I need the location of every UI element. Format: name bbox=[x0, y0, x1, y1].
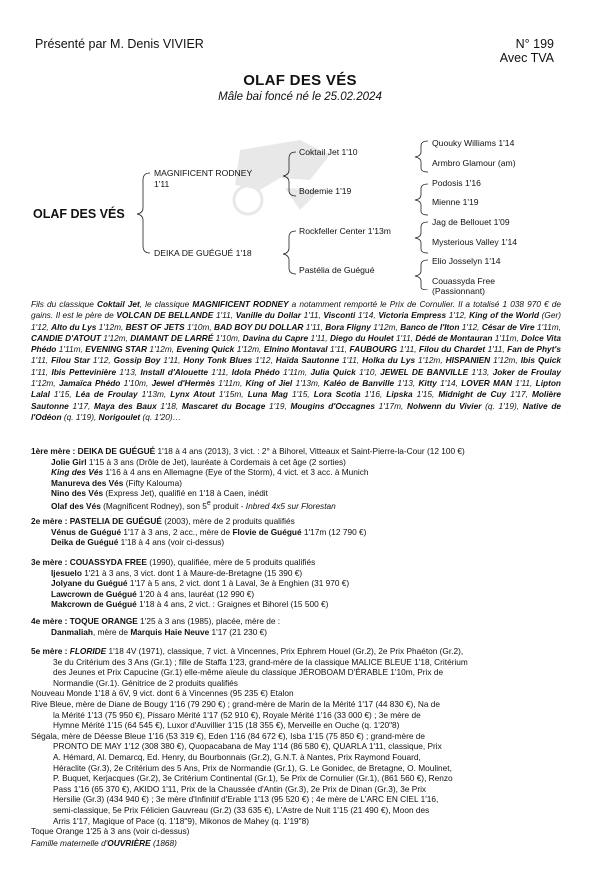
dam-2-section: 2e mère : PASTELIA DE GUÉGUÉ (2003), mère de 2 produits qualifiés Vénus de Guégué 1'17 à 3 ans, 2 acc., mère de Flovie de Guégué 1'17m (12 790 €) Deika de Guégué 1'18 à 4 ans (voir ci-dessus) bbox=[31, 516, 367, 548]
pedigree-sire: MAGNIFICENT RODNEY bbox=[154, 168, 253, 178]
dam-4-section: 4e mère : TOQUE ORANGE 1'25 à 3 ans (1985), placée, mère de : Danmaliah, mère de Marquis Haie Neuve 1'17 (21 230 €) bbox=[31, 616, 281, 637]
pedigree-sire-record: 1'11 bbox=[154, 179, 170, 189]
dam-1-section: 1ère mère : DEIKA DE GUÉGUÉ 1'18 à 4 ans (2013), 3 vict. : 2° à Bihorel, Vitteaux et Saint-Pierre-la-Cour (12 100 €) Jolie Girl 1'15 à 3 ans (Drôle de Jet), lauréate à Cordemais à cet âge (2 sorties) King des Vés 1'16 à 4 ans en Allemagne (Eye of the Storm), 4 vict. et 3 acc. à Munich Manureva des Vés (Fifty Kalouma) Nino des Vés (Express Jet), qualifié en 1'18 à Caen, inédit Olaf des Vés (Magnificent Rodney), son 5e produit - Inbred 4x5 sur Florestan bbox=[31, 446, 465, 511]
lot-number: N° 199 bbox=[515, 37, 554, 51]
pedigree-g8-sire: (Passionnant) bbox=[432, 286, 486, 296]
pedigree-dam-dam: Pastélia de Guégué bbox=[299, 265, 375, 275]
pedigree-dam: DEIKA DE GUÉGUÉ 1'18 bbox=[154, 248, 252, 258]
maternal-family: Famille maternelle d'OUVRIÈRE (1868) bbox=[31, 838, 177, 848]
presenter-text: Présenté par M. Denis VIVIER bbox=[35, 37, 204, 51]
pedigree-g1: Quouky Williams 1'14 bbox=[432, 138, 515, 148]
pedigree-sire-dam: Bodemie 1'19 bbox=[299, 186, 352, 196]
dam-3-section: 3e mère : COUASSYDA FREE (1990), qualifiée, mère de 5 produits qualifiés Ijesuelo 1'21 à 3 ans, 3 vict. dont 1 à Maure-de-Bretagne (15 390 €) Jolyane du Guégué 1'17 à 5 ans, 2 vict. dont 1 à Laval, 3e à Enghien (31 970 €) Lawcrown de Guégué 1'20 à 4 ans, lauréat (12 990 €) Makcrown de Guégué 1'18 à 4 ans, 2 vict. : Graignes et Bihorel (15 500 €) bbox=[31, 557, 350, 610]
pedigree-g5: Jag de Bellouet 1'09 bbox=[432, 217, 510, 227]
tax-status: Avec TVA bbox=[499, 51, 554, 65]
pedigree-dam-sire: Rockfeller Center 1'13m bbox=[299, 226, 391, 236]
pedigree-g7: Elio Josselyn 1'14 bbox=[432, 256, 501, 266]
horse-description: Mâle bai foncé né le 25.02.2024 bbox=[218, 91, 382, 103]
pedigree-sire-sire: Coktail Jet 1'10 bbox=[299, 147, 358, 157]
pedigree-g8: Couassyda Free bbox=[432, 276, 496, 286]
sire-paragraph: Fils du classique Coktail Jet, le classique MAGNIFICENT RODNEY a notamment remporté le Prix de Cornulier. Il a totalisé 1 038 970 € de gains. Il est le père de VOLCAN DE BELLANDE 1'11, Vanille du Dollar 1'11, Visconti 1'14, Victoria Empress 1'12, King of the World (Ger) 1'12, Alto du Lys 1'12m, BEST OF JETS 1'10m, BAD BOY DU DOLLAR 1'11, Bora Fligny 1'12m, Banco de l'Iton 1'12, César de Vire 1'11m, CANDIE D'ATOUT 1'12m, DIAMANT DE LARRÉ 1'10m, Davina du Capre 1'11, Diego du Houlet 1'11, Dédé de Montauran 1'11m, Dolce Vita Phédo 1'11m, EVENING STAR 1'12m, Evening Quick 1'12m, Elnino Montaval 1'11, FAUBOURG 1'11, Filou du Chardet 1'11, Fan de Phyt's 1'11, Filou Star 1'12, Gossip Boy 1'11, Hony Tonk Blues 1'12, Haïda Sautonne 1'11, Holka du Lys 1'12m, HISPANIEN 1'12m, Ibis Quick 1'11, Ibis Pettevinière 1'13, Install d'Alouette 1'11, Idola Phédo 1'11m, Julia Quick 1'10, JEWEL DE BANVILLE 1'13, Joker de Froulay 1'12m, Jamaïca Phédo 1'10m, Jewel d'Hermès 1'11m, King of Jiel 1'13m, Kaléo de Banville 1'13, Kitty 1'14, LOVER MAN 1'11, Lipton Lalal 1'15, Léa de Froulay 1'13m, Lynx Atout 1'15m, Luna Mag 1'15, Lora Scotia 1'16, Lipska 1'15, Midnight de Cuy 1'17, Molière Sautonne 1'17, Maya des Baux 1'18, Mascaret du Bocage 1'19, Mougins d'Occagnes 1'17m, Nolwenn du Vivier (q. 1'19), Native de l'Odéon (q. 1'19), Norigoulet (q. 1'20)… bbox=[31, 299, 562, 422]
dam-5-section: 5e mère : FLORIDE 1'18 4V (1971), classique, 7 vict. à Vincennes, Prix Ephrem Houel (Gr.2), 2e Prix Phaéton (Gr.2), 3e du Critérium des 3 Ans (Gr.1) ; fille de Staffa 1'23, grand-mère de la classique MALICE BLEUE 1'18, Critérium des Jeunes et Prix Capucine (Gr.1) elle-même aïeule du classique JÉROBOAM D'ÉRABLE 1'10m, Prix de Normandie (Gr.1). Génitrice de 2 produits qualifiés Nouveau Monde 1'18 à 6V, 9 vict. dont 6 à Vincennes (95 235 €) Etalon Rive Bleue, mère de Diane de Bougy 1'16 (79 290 €) ; grand-mère de Marin de la Mérité 1'17 (44 830 €), Na de la Mérité 1'13 (75 950 €), Pissaro Mérité 1'17 (52 910 €), Royale Mérité 1'16 (33 000 €) ; 3e mère de Hymne Mérité 1'15 (64 545 €), Luxor d'Auvillier 1'15 (18 355 €), Merveille en Ouche (q. 1'20"8) Ségala, mère de Déesse Bleue 1'16 (53 319 €), Eden 1'16 (84 672 €), Isba 1'15 (75 850 €) ; grand-mère de PRONTO DE MAY 1'12 (308 380 €), Quopacabana de May 1'14 (86 580 €), QUARLA 1'11, classique, Prix A. Hémard, Al. Demarcq, Ed. Henry, du Bourbonnais (Gr.2), G.N.T. à Nantes, Prix Raymond Fouard, Héraclite (Gr.3), 2e Critérium des 5 Ans, Prix de Normandie (Gr.1), G. Le Gonidec, de Bretagne, O. Moulinet, P. Buquet, Kerjacques (Gr.2), 3e Critérium Continental (Gr.1), 5e Prix de Cornulier (Gr.1), (861 560 €), Renzo Pass 1'16 (65 370 €), AKIDO 1'11, Prix de la Chaussée d'Antin (Gr.3), 2e Prix de Dinan (Gr.3), 3e Prix Hersilie (Gr.3) (434 940 €) ; 3e mère d'Infinitif d'Erable 1'13 (95 520 €) ; 4e mère de L'ARC EN CIEL 1'16, semi-classique, 5e Prix Félicien Gauvreau (Gr.2) (33 635 €), L'Astre de Nuit 1'15 (21 490 €), Moon des Arris 1'17, Magique of Pace (q. 1'18"9), Mikonos de Mahey (q. 1'19"8) Toque Orange 1'25 à 3 ans (voir ci-dessus) bbox=[31, 646, 468, 837]
pedigree-g3: Podosis 1'16 bbox=[432, 178, 481, 188]
pedigree-g2: Armbro Glamour (am) bbox=[432, 158, 516, 168]
pedigree-g6: Mysterious Valley 1'14 bbox=[432, 237, 518, 247]
pedigree-subject: OLAF DES VÉS bbox=[33, 207, 125, 221]
pedigree-g4: Mienne 1'19 bbox=[432, 197, 479, 207]
horse-title: OLAF DES VÉS bbox=[243, 72, 357, 89]
